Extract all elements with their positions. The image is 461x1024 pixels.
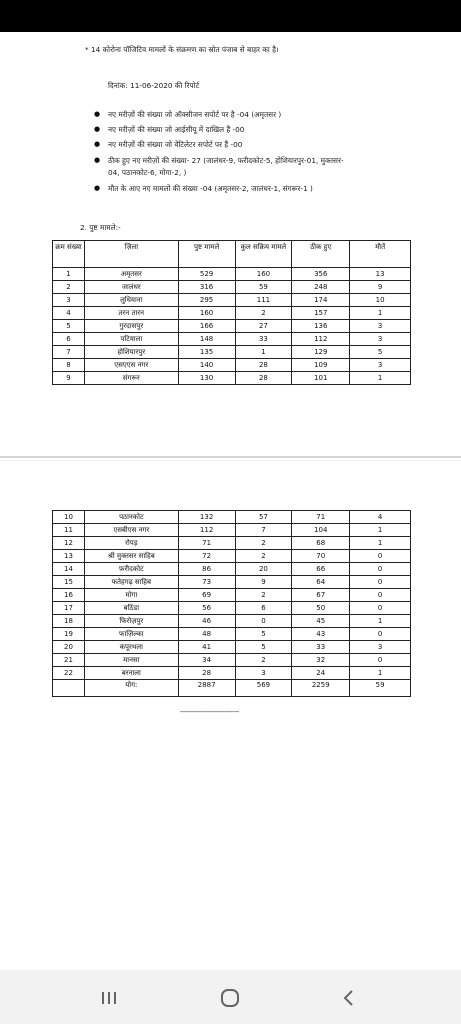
cell-confirmed: 28 [178,667,235,680]
cell-active: 5 [235,641,292,654]
recent-apps-button[interactable] [94,986,124,1010]
cell-deaths: 1 [350,667,411,680]
cell-district: कपूरथला [84,641,178,654]
cell-active: 2 [235,537,292,550]
cell-serial: 18 [53,615,85,628]
cell-deaths: 1 [350,372,411,385]
cell-recovered: 50 [292,602,350,615]
cell-active: 2 [235,550,292,563]
cell-serial: 11 [53,524,85,537]
cell-confirmed: 46 [178,615,235,628]
bullet-ventilator: नए मरीज़ों की संख्या जो वेंटिलेटर सपोर्ट पर हैं -00 [108,140,243,149]
cell-deaths: 0 [350,563,411,576]
cell-serial: 13 [53,550,85,563]
table-row [53,524,411,537]
cell-recovered: 109 [292,359,350,372]
cell-district: पठानकोट [84,511,178,524]
cell-serial: 5 [53,320,85,333]
bullet-deaths: मौत के आए नए मामलों की संख्या -04 (अमृतसर-2, जालंधर-1, संगरूर-1 ) [108,184,313,193]
table-row [53,320,411,333]
header-serial: क्रम संख्या [53,241,85,268]
status-bar [0,0,461,32]
cell-district: तरन तारन [84,307,178,320]
cell-serial: 10 [53,511,85,524]
cell-active: 28 [235,359,292,372]
cell-active: 6 [235,602,292,615]
bullet-oxygen: नए मरीज़ों की संख्या जो ऑक्सीजन सपोर्ट पर है -04 (अमृतसर ) [108,110,282,119]
cell-recovered: 43 [292,628,350,641]
table-row [53,576,411,589]
cell-confirmed: 41 [178,641,235,654]
cell-active: 1 [235,346,292,359]
cell-deaths: 9 [350,281,411,294]
cell-serial: 4 [53,307,85,320]
cell-active: 2 [235,589,292,602]
cell-district: एसएएस नगर [84,359,178,372]
table-row [53,346,411,359]
cell-deaths: 0 [350,602,411,615]
cell-confirmed: 135 [178,346,235,359]
header-district: ज़िला [84,241,178,268]
report-date: दिनांक: 11-06-2020 की रिपोर्ट [108,81,200,90]
cell-serial: 12 [53,537,85,550]
cell-serial: 14 [53,563,85,576]
back-icon [341,988,357,1008]
bullet-dot: ● [94,140,101,148]
cell-active: 3 [235,667,292,680]
bullet-recovered: ठीक हुए नए मरीज़ों की संख्या- 27 (जालंधर-9, फरीदकोट-5, होशियारपुर-01, मुक्तसर- [108,156,344,165]
cell-district: अमृतसर [84,268,178,281]
cell-recovered: 136 [292,320,350,333]
cell-recovered: 70 [292,550,350,563]
cell-district: मानसा [84,654,178,667]
footer-dashes: ----------------------------- [180,708,239,716]
cell-recovered: 174 [292,294,350,307]
cell-confirmed: 72 [178,550,235,563]
cell-district: संगरूर [84,372,178,385]
bullet-dot: ● [94,184,101,192]
home-button[interactable] [215,986,245,1010]
cell-confirmed: 56 [178,602,235,615]
table-row [53,537,411,550]
cell-active: 33 [235,333,292,346]
header-confirmed: पुष्ट मामले [178,241,235,268]
cell-active: 5 [235,628,292,641]
cell-active: 9 [235,576,292,589]
header-deaths: मौतें [350,241,411,268]
cell-confirmed: 140 [178,359,235,372]
table-row [53,372,411,385]
cell-confirmed: 148 [178,333,235,346]
page-separator [0,456,461,458]
bullet-dot: ● [94,156,101,164]
table-row [53,563,411,576]
back-button[interactable] [334,986,364,1010]
table-row [53,511,411,524]
cell-recovered: 129 [292,346,350,359]
table-row [53,667,411,680]
source-note: * 14 कोरोना पॉजिटिव मामलों के संक्रमण का स्रोत पंजाब से बाहर का है। [85,45,279,54]
cell-district: फिरोज़पुर [84,615,178,628]
cell-confirmed: 112 [178,524,235,537]
cell-deaths: 3 [350,333,411,346]
cell-deaths: 5 [350,346,411,359]
bullet-icu: नए मरीज़ों की संख्या जो आईसीयू में दाखिल हैं -00 [108,125,245,134]
table-row [53,307,411,320]
cell-serial: 8 [53,359,85,372]
cell-confirmed: 132 [178,511,235,524]
table-row [53,281,411,294]
cell-recovered: 101 [292,372,350,385]
cell-district: होशियारपुर [84,346,178,359]
table-header-row [53,241,411,268]
cell-recovered: 66 [292,563,350,576]
cell-serial: 20 [53,641,85,654]
cell-recovered: 45 [292,615,350,628]
cell-district: फ़रीदकोट [84,563,178,576]
cell-serial: 15 [53,576,85,589]
cell-active: 20 [235,563,292,576]
cell-serial: 3 [53,294,85,307]
page-separator-shadow [0,460,461,461]
cell-active: 2 [235,307,292,320]
cell-serial: 17 [53,602,85,615]
cell-deaths: 3 [350,641,411,654]
total-active: 569 [235,680,292,697]
cell-deaths: 0 [350,550,411,563]
recent-apps-icon [99,989,119,1007]
cell-district: रोपड़ [84,537,178,550]
table-row [53,359,411,372]
cell-deaths: 1 [350,537,411,550]
cell-active: 2 [235,654,292,667]
cell-recovered: 33 [292,641,350,654]
cell-deaths: 0 [350,589,411,602]
cell-active: 160 [235,268,292,281]
cell-deaths: 1 [350,307,411,320]
cell-deaths: 10 [350,294,411,307]
cell-active: 57 [235,511,292,524]
bullet-dot: ● [94,125,101,133]
cell-serial: 9 [53,372,85,385]
cell-active: 27 [235,320,292,333]
cell-active: 59 [235,281,292,294]
cell-recovered: 67 [292,589,350,602]
cell-deaths: 3 [350,320,411,333]
cell-recovered: 112 [292,333,350,346]
cell-deaths: 13 [350,268,411,281]
total-label: योग: [84,680,178,697]
cell-confirmed: 160 [178,307,235,320]
table-row [53,550,411,563]
home-icon [219,987,241,1009]
cell-recovered: 32 [292,654,350,667]
cell-serial: 2 [53,281,85,294]
cell-district: गुरदासपुर [84,320,178,333]
cell-confirmed: 130 [178,372,235,385]
cell-confirmed: 71 [178,537,235,550]
navigation-bar [0,970,461,1024]
cell-confirmed: 73 [178,576,235,589]
cell-serial: 21 [53,654,85,667]
table-row [53,589,411,602]
cell-serial: 22 [53,667,85,680]
table-total-row [53,680,411,697]
cell-confirmed: 316 [178,281,235,294]
cell-serial: 7 [53,346,85,359]
cell-recovered: 71 [292,511,350,524]
cell-confirmed: 48 [178,628,235,641]
cell-recovered: 24 [292,667,350,680]
table-row [53,294,411,307]
cell-serial: 1 [53,268,85,281]
cell-recovered: 157 [292,307,350,320]
cell-confirmed: 166 [178,320,235,333]
cell-deaths: 3 [350,359,411,372]
table-row [53,641,411,654]
total-confirmed: 2887 [178,680,235,697]
cell-recovered: 64 [292,576,350,589]
cell-district: पटियाला [84,333,178,346]
cases-table-part1 [52,240,411,385]
cell-confirmed: 529 [178,268,235,281]
cell-serial: 16 [53,589,85,602]
total-blank [53,680,85,697]
cell-district: जालंधर [84,281,178,294]
cell-active: 28 [235,372,292,385]
cell-deaths: 0 [350,654,411,667]
table-row [53,602,411,615]
table-row [53,615,411,628]
cell-confirmed: 69 [178,589,235,602]
cell-district: श्री मुक्तसर साहिब [84,550,178,563]
cell-serial: 6 [53,333,85,346]
cell-confirmed: 295 [178,294,235,307]
cell-district: फाज़िल्का [84,628,178,641]
cell-district: बठिंडा [84,602,178,615]
cell-recovered: 248 [292,281,350,294]
cell-district: एसबीएस नगर [84,524,178,537]
header-active: कुल सक्रिय मामले [235,241,292,268]
cell-recovered: 68 [292,537,350,550]
cell-confirmed: 34 [178,654,235,667]
table-row [53,654,411,667]
cell-deaths: 1 [350,524,411,537]
section-title: 2. पुष्ट मामले:- [80,223,121,232]
cell-deaths: 1 [350,615,411,628]
cell-district: मोगा [84,589,178,602]
cell-deaths: 4 [350,511,411,524]
cell-confirmed: 86 [178,563,235,576]
cell-deaths: 0 [350,576,411,589]
cases-table-part2 [52,510,411,697]
cell-recovered: 356 [292,268,350,281]
total-deaths: 59 [350,680,411,697]
bullet-recovered-cont: 04, पठानकोट-6, मोगा-2, ) [108,168,187,177]
cell-active: 0 [235,615,292,628]
table-row [53,333,411,346]
cell-active: 111 [235,294,292,307]
cell-district: फतेहगढ़ साहिब [84,576,178,589]
cell-deaths: 0 [350,628,411,641]
cell-active: 7 [235,524,292,537]
cell-district: लुधियाना [84,294,178,307]
header-recovered: ठीक हुए [292,241,350,268]
cell-serial: 19 [53,628,85,641]
table-row [53,268,411,281]
table-row [53,628,411,641]
bullet-dot: ● [94,110,101,118]
cell-district: बरनाला [84,667,178,680]
cell-recovered: 104 [292,524,350,537]
total-recovered: 2259 [292,680,350,697]
